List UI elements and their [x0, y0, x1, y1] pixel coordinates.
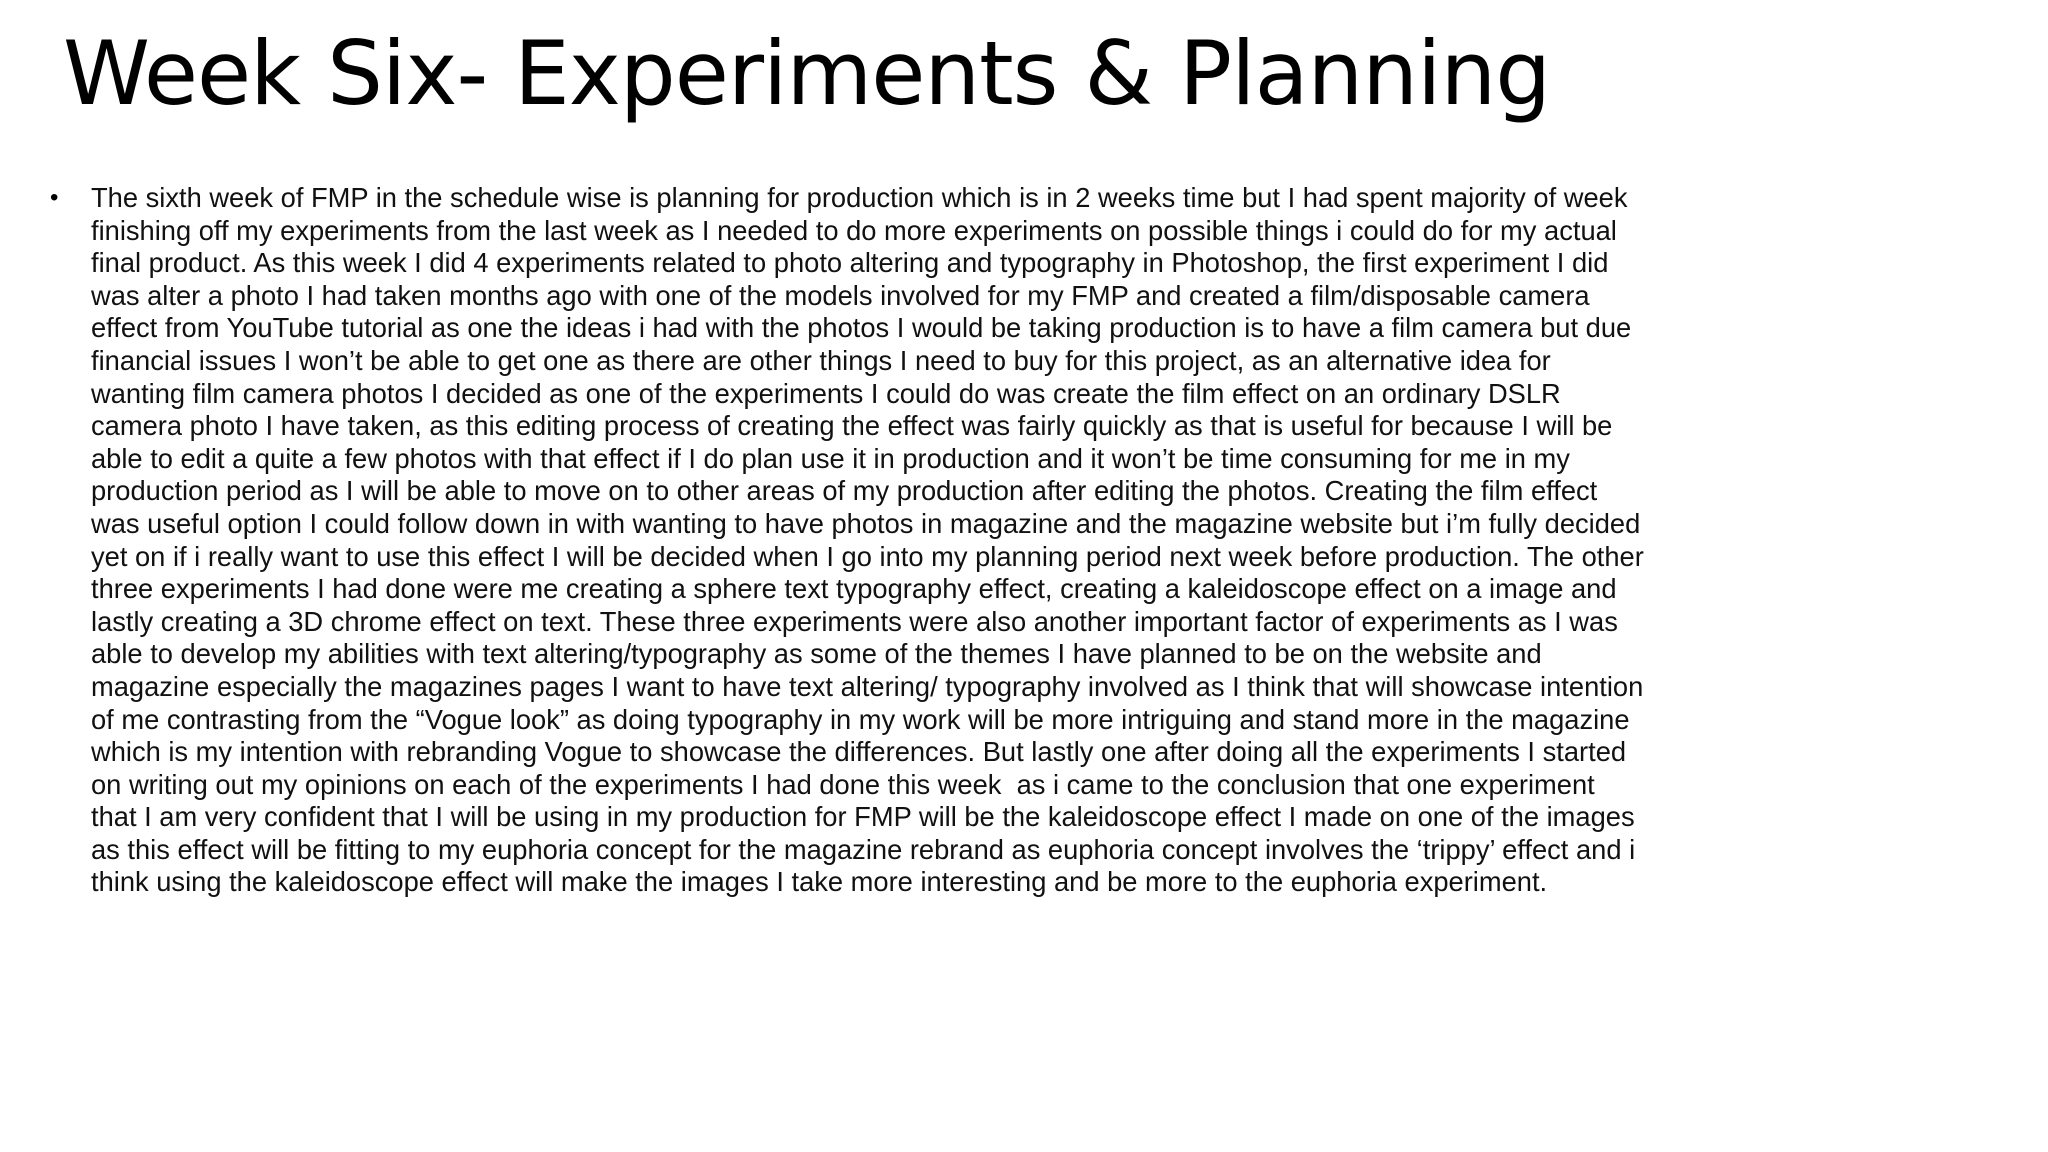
paragraph-line: financial issues I won’t be able to get one as there are other things I need to buy for this project, as an alternative idea for: [91, 344, 1551, 376]
paragraph-line: which is my intention with rebranding Vogue to showcase the differences. But lastly one after doing all the experiments I started: [91, 736, 1627, 768]
paragraph-line: think using the kaleidoscope effect will make the images I take more interesting and be more to the euphoria experiment.: [91, 866, 1548, 898]
paragraph-line: final product. As this week I did 4 experiments related to photo altering and typography in Photoshop, the first experiment I did: [91, 247, 1609, 279]
paragraph-line: that I am very confident that I will be using in my production for FMP will be the kaleidoscope effect I made on one of the images: [91, 801, 1635, 833]
paragraph-line: lastly creating a 3D chrome effect on text. These three experiments were also another important factor of experiments as I was: [91, 605, 1618, 637]
paragraph-line: was useful option I could follow down in with wanting to have photos in magazine and the magazine website but i’m fully decided: [91, 507, 1641, 539]
paragraph-line: The sixth week of FMP in the schedule wise is planning for production which is in 2 weeks time but I had spent majority of week: [91, 182, 1628, 213]
paragraph-line: production period as I will be able to move on to other areas of my production after editing the photos. Creating the film effect: [91, 475, 1598, 507]
bullet-item: [48, 182, 1808, 899]
slide-body: [48, 182, 1808, 899]
paragraph-line: three experiments I had done were me creating a sphere text typography effect, creating a kaleidoscope effect on a image and: [91, 573, 1617, 605]
slide-title: Week Six- Experiments & Planning: [63, 22, 1551, 125]
paragraph-line: as this effect will be fitting to my euphoria concept for the magazine rebrand as euphoria concept involves the ‘trippy’ effect and i: [91, 833, 1636, 865]
bullet-paragraph: [91, 182, 1808, 899]
paragraph-line: on writing out my opinions on each of the experiments I had done this week as i came to the conclusion that one experiment: [91, 768, 1595, 800]
bullet-icon: •: [50, 184, 59, 211]
paragraph-line: of me contrasting from the “Vogue look” as doing typography in my work will be more intriguing and stand more in the magazine: [91, 703, 1630, 735]
paragraph-line: was alter a photo I had taken months ago with one of the models involved for my FMP and created a film/disposable camera: [91, 279, 1590, 311]
paragraph-line: finishing off my experiments from the last week as I needed to do more experiments on possible things i could do for my actual: [91, 214, 1617, 246]
paragraph-line: yet on if i really want to use this effect I will be decided when I go into my planning period next week before production. The other: [91, 540, 1644, 572]
paragraph-line: effect from YouTube tutorial as one the ideas i had with the photos I would be taking production is to have a film camera but due: [91, 312, 1632, 344]
paragraph-line: wanting film camera photos I decided as one of the experiments I could do was create the film effect on an ordinary DSLR: [91, 377, 1561, 409]
paragraph-line: able to edit a quite a few photos with that effect if I do plan use it in production and it won’t be time consuming for me in my: [91, 442, 1570, 474]
paragraph-line: able to develop my abilities with text altering/typography as some of the themes I have planned to be on the website and: [91, 638, 1542, 670]
paragraph-line: camera photo I have taken, as this editing process of creating the effect was fairly quickly as that is useful for because I will be: [91, 410, 1613, 442]
paragraph-line: magazine especially the magazines pages I want to have text altering/ typography involved as I think that will showcase intention: [91, 670, 1644, 702]
